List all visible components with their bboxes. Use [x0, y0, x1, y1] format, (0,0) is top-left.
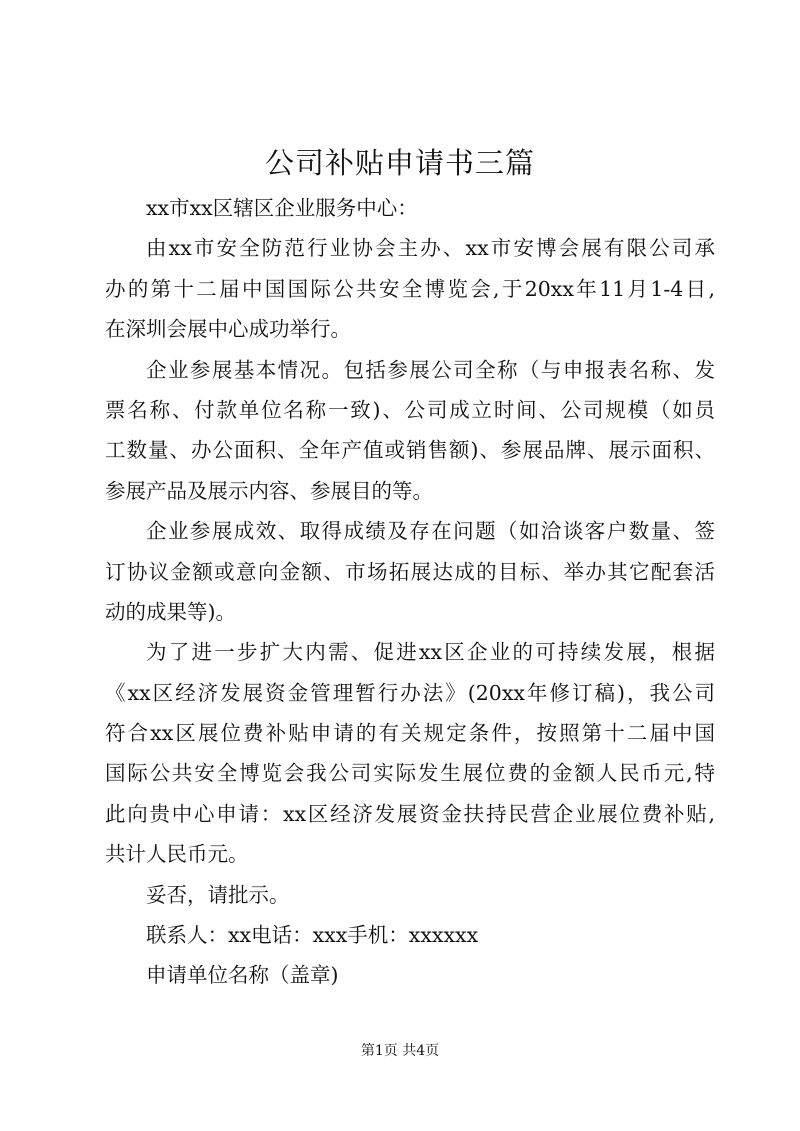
- body-line: 订协议金额或意向金额、市场拓展达成的目标、举办其它配套活: [105, 559, 715, 584]
- body-line: 国际公共安全博览会我公司实际发生展位费的金额人民币元,特: [105, 761, 715, 786]
- page-footer: 第1页 共4页: [360, 1043, 440, 1059]
- body-line: 办的第十二届中国国际公共安全博览会,于20xx年11月1-4日,: [105, 276, 715, 301]
- body-line: 联系人：xx电话：xxx手机：xxxxxx: [146, 923, 479, 948]
- body-line: 票名称、付款单位名称一致)、公司成立时间、公司规模（如员: [105, 397, 715, 422]
- body-line: 由xx市安全防范行业协会主办、xx市安博会展有限公司承: [146, 236, 715, 261]
- body-line: 此向贵中心申请：xx区经济发展资金扶持民营企业展位费补贴,: [105, 801, 715, 826]
- document-body: [105, 188, 715, 996]
- body-line: 为了进一步扩大内需、促进xx区企业的可持续发展，根据: [146, 640, 715, 665]
- body-line: 在深圳会展中心成功举行。: [105, 317, 351, 342]
- body-line: 妥否，请批示。: [146, 882, 290, 907]
- body-line: 工数量、办公面积、全年产值或销售额)、参展品牌、展示面积、: [105, 438, 715, 463]
- body-line: 企业参展基本情况。包括参展公司全称（与申报表名称、发: [146, 357, 715, 382]
- body-line: xx市xx区辖区企业服务中心：: [146, 196, 418, 220]
- body-line: 企业参展成效、取得成绩及存在问题（如洽谈客户数量、签: [146, 519, 715, 544]
- body-line: 申请单位名称（盖章): [146, 963, 339, 988]
- document-title: 公司补贴申请书三篇: [264, 146, 535, 180]
- body-line: 参展产品及展示内容、参展目的等。: [105, 478, 433, 503]
- body-line: 动的成果等)。: [105, 599, 236, 624]
- body-line: 符合xx区展位费补贴申请的有关规定条件，按照第十二届中国: [105, 721, 715, 746]
- body-line: 《xx区经济发展资金管理暂行办法》(20xx年修订稿)，我公司: [105, 680, 715, 705]
- body-line: 共计人民币元。: [105, 842, 249, 867]
